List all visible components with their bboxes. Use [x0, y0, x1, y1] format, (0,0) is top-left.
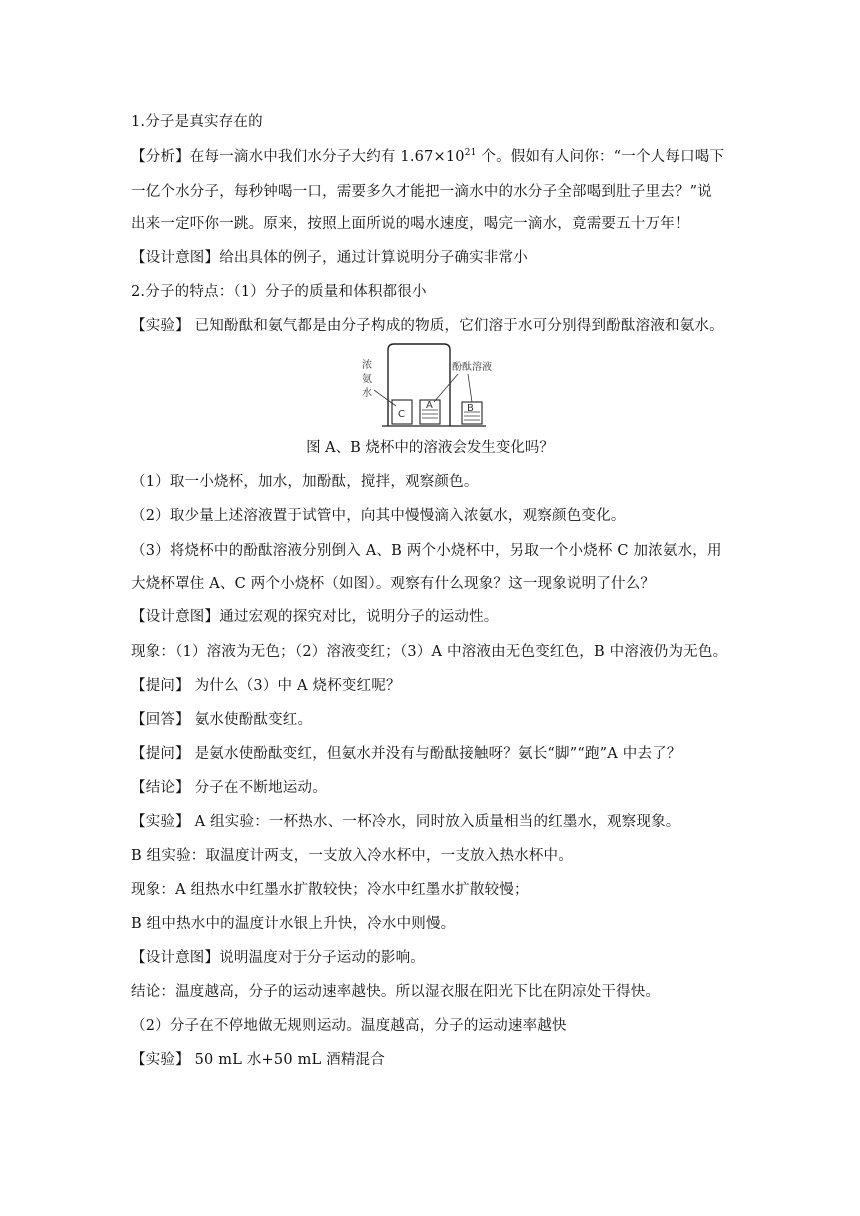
question-2: 【提问】 是氨水使酚酞变红，但氨水并没有与酚酞接触呀？氨长“脚”“跑”A 中去了？	[131, 746, 682, 762]
question-1: 【提问】 为什么（3）中 A 烧杯变红呢？	[131, 678, 401, 694]
pointer-line-right-a	[434, 374, 458, 402]
phenomenon-1: 现象：（1）溶液为无色；（2）溶液变红；（3）A 中溶液由无色变红色，B 中溶液仍为无色。	[131, 644, 728, 660]
beaker-a-label: A	[426, 400, 433, 411]
phenomenon-2-b: B 组中热水中的温度计水银上升快，冷水中则慢。	[131, 916, 456, 932]
answer-1: 【回答】 氨水使酚酞变红。	[131, 712, 313, 728]
conclusion-1: 【结论】 分子在不断地运动。	[131, 780, 327, 796]
experiment-intro: 【实验】 已知酚酞和氨气都是由分子构成的物质，它们溶于水可分别得到酚酞溶液和氨水。	[131, 318, 724, 334]
analysis-paragraph-line-1	[131, 147, 741, 167]
apparatus-diagram	[358, 340, 514, 428]
step-2: （2）取少量上述溶液置于试管中，向其中慢慢滴入浓氨水，观察颜色变化。	[131, 508, 626, 524]
section-heading-2: 2.分子的特点：（1）分子的质量和体积都很小	[131, 284, 427, 300]
experiment-group-b: B 组实验：取温度计两支，一支放入冷水杯中，一支放入热水杯中。	[131, 848, 573, 864]
analysis-paragraph-line-3: 出来一定吓你一跳。原来，按照上面所说的喝水速度，喝完一滴水，竟需要五十万年！	[131, 216, 690, 232]
experiment-mixing: 【实验】 50 mL 水+50 mL 酒精混合	[131, 1052, 385, 1068]
pointer-line-right-b	[468, 374, 472, 402]
phenomenon-2: 现象：A 组热水中红墨水扩散较快；冷水中红墨水扩散较慢；	[131, 882, 529, 898]
analysis-paragraph-line-2: 一亿个水分子，每秒钟喝一口，需要多久才能把一滴水中的水分子全部喝到肚子里去？”说	[131, 184, 712, 200]
exponent: 21	[464, 148, 477, 158]
beaker-b-label: B	[467, 403, 474, 414]
experiment-figure	[358, 340, 514, 428]
label-concentrated-ammonia-3: 水	[362, 388, 372, 399]
label-concentrated-ammonia-2: 氨	[362, 374, 372, 385]
pointer-line-left	[374, 390, 396, 406]
step-1: （1）取一小烧杯，加水，加酚酞，搅拌，观察颜色。	[131, 474, 479, 490]
figure-caption: 图 A、B 烧杯中的溶液会发生变化吗？	[306, 440, 554, 456]
label-concentrated-ammonia-1: 浓	[362, 360, 372, 371]
experiment-group-a: 【实验】 A 组实验：一杯热水、一杯冷水，同时放入质量相当的红墨水，观察现象。	[131, 814, 681, 830]
step-3-line-1: （3）将烧杯中的酚酞溶液分别倒入 A、B 两个小烧杯中，另取一个小烧杯 C 加浓氨水，用	[131, 543, 722, 559]
section-heading-1: 1.分子是真实存在的	[131, 114, 263, 130]
feature-2: （2）分子在不停地做无规则运动。温度越高，分子的运动速率越快	[131, 1018, 567, 1034]
analysis-text-a: 【分析】在每一滴水中我们水分子大约有 1.67×10	[131, 149, 465, 165]
step-3-line-2: 大烧杯罩住 A、C 两个小烧杯（如图）。观察有什么现象？这一现象说明了什么？	[131, 576, 656, 592]
conclusion-2: 结论：温度越高，分子的运动速率越快。所以湿衣服在阳光下比在阴凉处干得快。	[131, 984, 661, 1000]
design-intent-1: 【设计意图】给出具体的例子，通过计算说明分子确实非常小	[131, 250, 528, 266]
label-phenolphthalein: 酚酞溶液	[452, 362, 492, 373]
analysis-text-b: 个。假如有人问你：“一个人每口喝下	[476, 149, 725, 165]
beaker-c-label: C	[398, 409, 405, 420]
design-intent-3: 【设计意图】说明温度对于分子运动的影响。	[131, 950, 425, 966]
design-intent-2: 【设计意图】通过宏观的探究对比，说明分子的运动性。	[131, 609, 499, 625]
